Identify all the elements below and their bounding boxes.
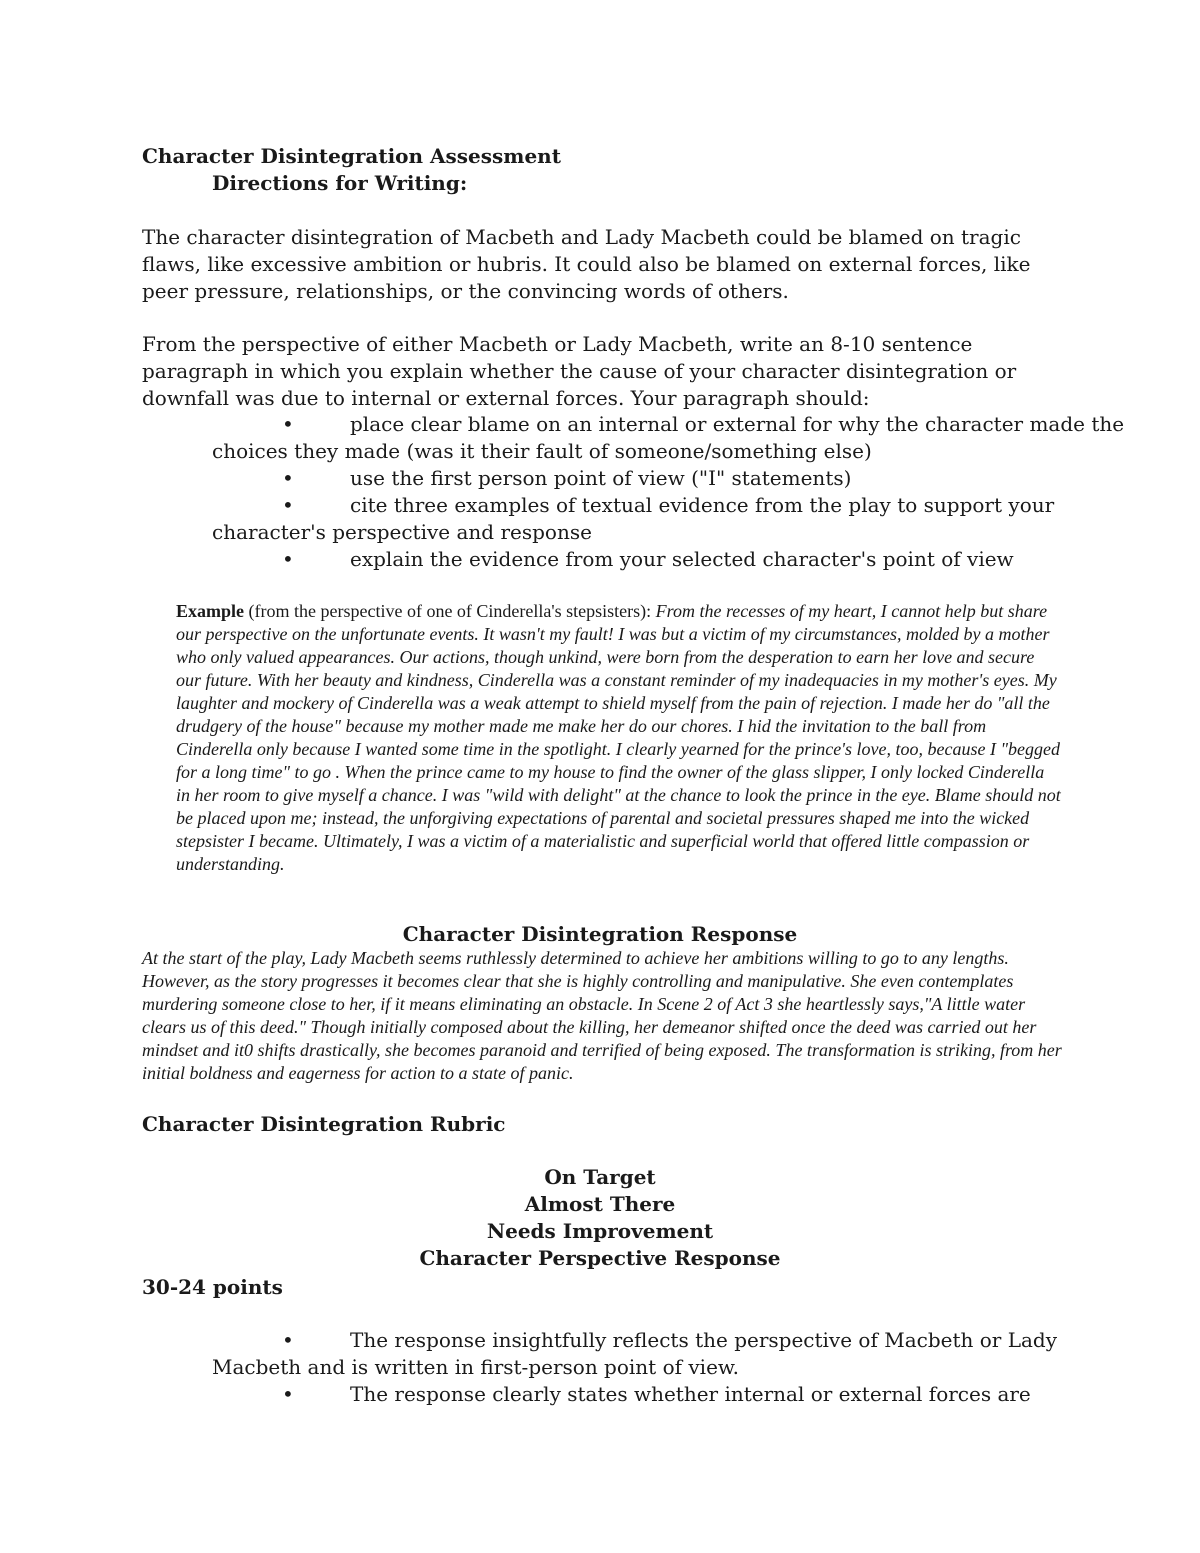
requirement-continuation: choices they made (was it their fault of someone/something else) [212, 439, 872, 463]
intro-paragraph: The character disintegration of Macbeth and Lady Macbeth could be blamed on tragic flaws, like excessive ambition or hubris. It could also be blamed on external forces, like peer pressure, relationships, or the convincing words of others. [142, 225, 1031, 303]
requirement-continuation: character's perspective and response [212, 520, 592, 544]
example-lead: (from the perspective of one of Cinderella's stepsisters): [244, 601, 656, 621]
rubric-points: 30-24 points [142, 1275, 283, 1299]
bullet-icon: • [282, 466, 294, 490]
requirement-text: explain the evidence from your selected character's point of view [350, 547, 1014, 571]
requirement-text: use the first person point of view ("I" statements) [350, 466, 852, 490]
response-text: At the start of the play, Lady Macbeth seems ruthlessly determined to achieve her ambitions willing to go to any lengths. However, as the story progresses it becomes clear that she is highly controlling and manipulative. She even contemplates murdering someone close to her, if it means eliminating an obstacle. In Scene 2 of Act 3 she heartlessly says,"A little water clears us of this deed." Though initially composed about the killing, her demeanor shifted once the deed was carried out her mindset and it0 shifts drastically, she becomes paranoid and terrified of being exposed. The transformation is striking, from her initial boldness and eagerness for action to a state of panic. [142, 948, 1062, 1083]
requirement-text: place clear blame on an internal or external for why the character made the [350, 412, 1125, 436]
rubric-level-on-target: On Target [544, 1165, 656, 1189]
bullet-icon: • [282, 1382, 294, 1406]
criterion-text: The response clearly states whether internal or external forces are [350, 1382, 1031, 1406]
rubric-category: Character Perspective Response [419, 1246, 781, 1270]
bullet-icon: • [282, 1328, 294, 1352]
response-title: Character Disintegration Response [402, 922, 798, 946]
rubric-level-needs-improvement: Needs Improvement [486, 1219, 714, 1243]
criterion-continuation: Macbeth and is written in first-person point of view. [212, 1355, 740, 1379]
task-paragraph: From the perspective of either Macbeth or Lady Macbeth, write an 8-10 sentence paragraph in which you explain whether the cause of your character disintegration or downfall was due to internal or external forces. Your paragraph should: [142, 332, 1017, 410]
requirement-text: cite three examples of textual evidence from the play to support your [350, 493, 1055, 517]
bullet-icon: • [282, 547, 294, 571]
example-text: From the recesses of my heart, I cannot help but share our perspective on the unfortunate events. It wasn't my fault! I was but a victim of my circumstances, molded by a mother who only valued appearances. Our actions, though unkind, were born from the desperation to earn her love and secure our future. With her beauty and kindness, Cinderella was a constant reminder of my inadequacies in my mother's eyes. My laughter and mockery of Cinderella was a weak attempt to shield myself from the pain of rejection. I made her do "all the drudgery of the house" because my mother made me make her do our chores. I hid the invitation to the ball from Cinderella only because I wanted some time in the spotlight. I clearly yearned for the prince's love, too, because I "begged for a long time" to go . When the prince came to my house to find the owner of the glass slipper, I only locked Cinderella in her room to give myself a chance. I was "wild with delight" at the chance to look the prince in the eye. Blame should not be placed upon me; instead, the unforgiving expectations of parental and societal pressures shaped me into the wicked stepsister I became. Ultimately, I was a victim of a materialistic and superficial world that offered little compassion or understanding. [176, 601, 1061, 874]
example-label: Example [176, 601, 245, 621]
rubric-title: Character Disintegration Rubric [142, 1112, 506, 1136]
example-paragraph [176, 600, 1061, 876]
bullet-icon: • [282, 412, 294, 436]
directions-heading: Directions for Writing: [212, 171, 468, 195]
criterion-text: The response insightfully reflects the perspective of Macbeth or Lady [350, 1328, 1058, 1352]
bullet-icon: • [282, 493, 294, 517]
rubric-level-almost-there: Almost There [524, 1192, 676, 1216]
document-title: Character Disintegration Assessment [142, 144, 561, 168]
